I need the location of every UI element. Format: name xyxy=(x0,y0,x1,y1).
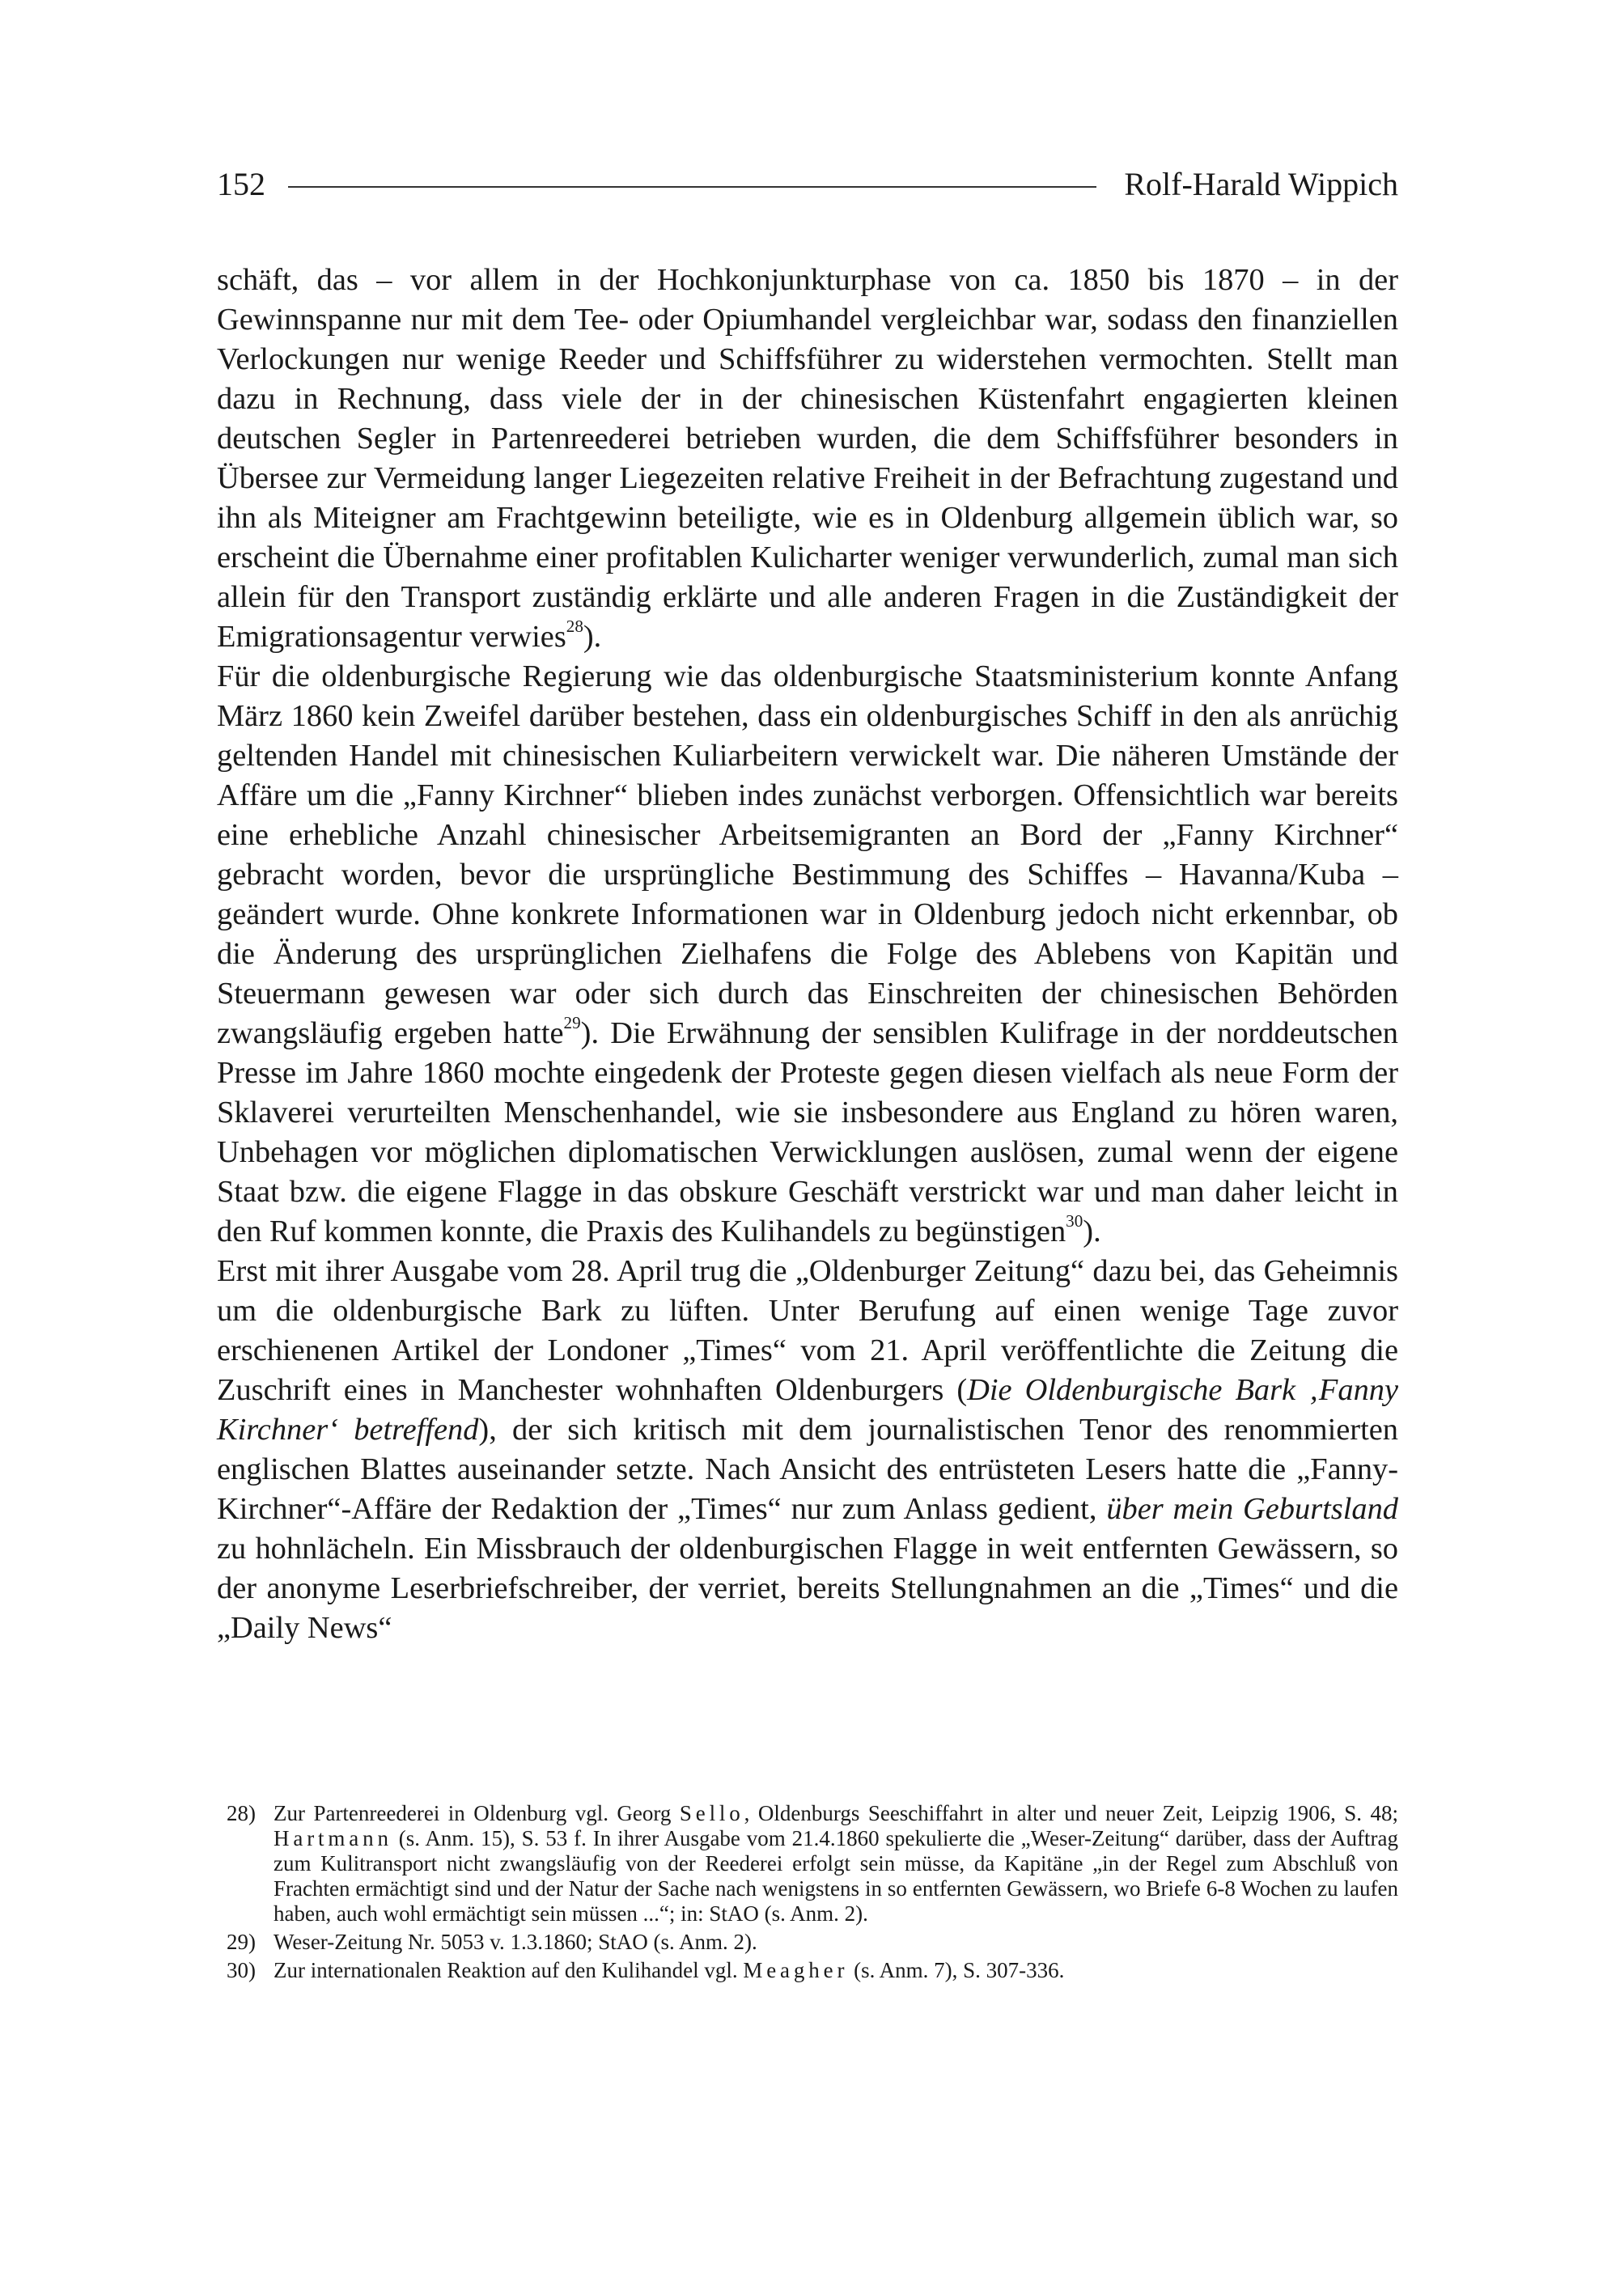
footnote-text xyxy=(273,1801,1398,1926)
running-head xyxy=(217,162,1398,207)
paragraph-text: schäft, das – vor allem in der Hochkonjunkturphase von ca. 1850 bis 1870 – in der Gewinnspanne nur mit dem Tee- oder Opiumhandel vergleichbar war, sodass den finanziellen Verlockungen nur wenige Reeder und Schiffsführer zu widerstehen vermochten. Stellt man dazu in Rechnung, dass viele der in der chinesischen Küstenfahrt engagierten kleinen deutschen Segler in Partenreederei betrieben wurden, die dem Schiffsführer besonders in Übersee zur Vermeidung langer Liegezeiten relative Freiheit in der Befrachtung zugestand und ihn als Miteigner am Frachtgewinn beteiligte, wie es in Oldenburg allgemein üblich war, so erscheint die Übernahme einer profitablen Kulicharter weniger verwunderlich, zumal man sich allein für den Transport zuständig erklärte und alle anderen Fragen in die Zuständigkeit der Emigrationsagentur verwies xyxy=(217,263,1398,654)
paragraph-text: ). Die Erwähnung der sensiblen Kulifrage in der norddeutschen Presse im Jahre 1860 mochte eingedenk der Proteste gegen diesen vielfach als neue Form der Sklaverei verurteilten Menschenhandel, wie sie insbesondere aus England zu hören waren, Unbehagen vor möglichen diplomatischen Verwicklungen auslösen, zumal wenn der eigene Staat bzw. die eigene Flagge in das obskure Geschäft verstrickt war und man daher leicht in den Ruf kommen konnte, die Praxis des Kulihandels zu begünstigen xyxy=(217,1016,1398,1248)
paragraph-text: ), der sich kritisch mit dem journalistischen Tenor des renommierten englischen Blattes auseinander setzte. Nach Ansicht des entrüsteten Lesers hatte die „Fanny-Kirchner“-Affäre der Redaktion der „Times“ nur zum Anlass gedient, xyxy=(217,1413,1398,1526)
footnote-29 xyxy=(217,1930,1398,1955)
footnote-ref-28[interactable]: 28 xyxy=(566,617,583,637)
paragraph-end: ). xyxy=(583,620,602,654)
paragraph-1 xyxy=(217,261,1398,657)
author-surname: Sello xyxy=(679,1801,744,1825)
footnote-segment: Zur Partenreederei in Oldenburg vgl. Georg xyxy=(273,1801,680,1825)
author-surname: Meagher xyxy=(743,1958,849,1982)
footnotes xyxy=(217,1801,1398,1986)
paragraph-2 xyxy=(217,657,1398,1252)
footnote-ref-30[interactable]: 30 xyxy=(1066,1211,1083,1231)
footnote-text: Weser-Zeitung Nr. 5053 v. 1.3.1860; StAO (s. Anm. 2). xyxy=(273,1930,757,1954)
footnote-30 xyxy=(217,1958,1398,1983)
paragraph-text: Erst mit ihrer Ausgabe vom 28. April trug die „Oldenburger Zeitung“ dazu bei, das Geheimnis um die oldenburgische Bark zu lüften. Unter Berufung auf einen wenige Tage zuvor erschienenen Artikel der Londoner „Times“ vom 21. April veröffentlichte die Zeitung die Zuschrift eines in Manchester wohnhaften Oldenburgers ( xyxy=(217,1254,1398,1407)
footnote-ref-29[interactable]: 29 xyxy=(563,1013,581,1033)
footnote-segment: (s. Anm. 15), S. 53 f. In ihrer Ausgabe vom 21.4.1860 spekulierte die „Weser-Zeitung“ darüber, dass der Auftrag zum Kulitransport nicht zwangsläufig von der Reederei erfolgt sein müsse, da Kapitäne „in der Regel zum Abschluß von Frachten ermächtigt sind und der Natur der Sache nach wenigstens in so entfernten Gewässern, wo Briefe 6-8 Wochen zu laufen haben, auch wohl ermächtigt sein müssen ...“; in: StAO (s. Anm. 2). xyxy=(273,1826,1398,1926)
footnote-segment: , Oldenburgs Seeschiffahrt in alter und neuer Zeit, Leipzig 1906, S. 48; xyxy=(744,1801,1398,1825)
footnote-segment: (s. Anm. 7), S. 307-336. xyxy=(848,1958,1065,1982)
footnote-number: 30) xyxy=(227,1958,256,1982)
footnote-text xyxy=(273,1958,1398,1983)
paragraph-text: Für die oldenburgische Regierung wie das oldenburgische Staatsministerium konnte Anfang März 1860 kein Zweifel darüber bestehen, dass ein oldenburgisches Schiff in den als anrüchig geltenden Handel mit chinesischen Kuliarbeitern verwickelt war. Die näheren Umstände der Affäre um die „Fanny Kirchner“ blieben indes zunächst verborgen. Offensichtlich war bereits eine erhebliche Anzahl chinesischer Arbeitsemigranten an Bord der „Fanny Kirchner“ gebracht worden, bevor die ursprüngliche Bestimmung des Schiffes – Havanna/Kuba – geändert wurde. Ohne konkrete Informationen war in Oldenburg jedoch nicht erkennbar, ob die Änderung des ursprünglichen Zielhafens die Folge des Ablebens von Kapitän und Steuermann gewesen war oder sich durch das Einschreiten der chinesischen Behörden zwangsläufig ergeben hatte xyxy=(217,659,1398,1050)
paragraph-end: ). xyxy=(1083,1214,1101,1248)
author-name: Rolf-Harald Wippich xyxy=(1124,166,1398,202)
header-rule xyxy=(288,186,1096,188)
footnote-number: 29) xyxy=(227,1930,256,1954)
footnote-segment: Zur internationalen Reaktion auf den Kulihandel vgl. xyxy=(273,1958,744,1982)
italic-title: Die Oldenburgische Bark ‚Fanny Kirchner‘ betreffend xyxy=(217,1373,1398,1447)
page-number: 152 xyxy=(217,166,265,202)
paragraph-text: zu hohnlächeln. Ein Missbrauch der oldenburgischen Flagge in weit entfernten Gewässern, so der anonyme Leserbriefschreiber, der verriet, bereits Stellungnahmen an die „Times“ und die „Daily News“ xyxy=(217,1532,1398,1645)
italic-quote: über mein Geburtsland xyxy=(1106,1492,1398,1526)
footnote-28 xyxy=(217,1801,1398,1926)
paragraph-3 xyxy=(217,1252,1398,1648)
main-text xyxy=(217,261,1398,1648)
footnote-number: 28) xyxy=(227,1801,256,1825)
author-surname: Hartmann xyxy=(273,1826,392,1850)
